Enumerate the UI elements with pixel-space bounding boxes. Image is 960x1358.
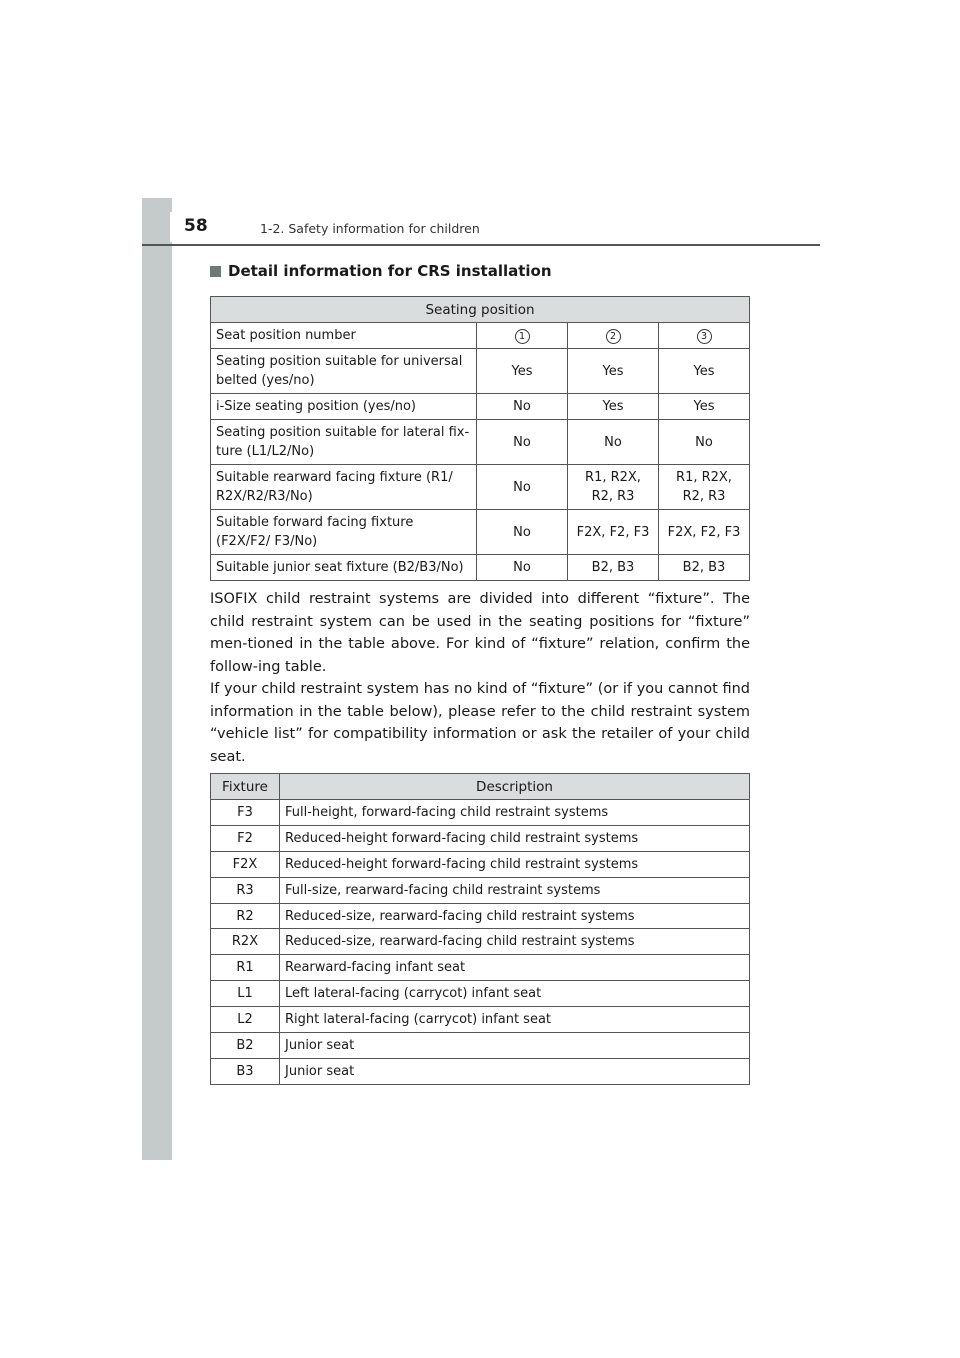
row-label: Suitable junior seat fixture (B2/B3/No) [211, 555, 477, 581]
subheading-text: Detail information for CRS installation [228, 262, 552, 280]
fixture-description: Left lateral-facing (carrycot) infant seat [280, 981, 750, 1007]
fixture-column-header: Fixture [211, 774, 280, 800]
table-row [211, 955, 750, 981]
table-cell: No [568, 420, 659, 465]
fixture-table [210, 773, 750, 1085]
table-cell: Yes [568, 394, 659, 420]
table-row [211, 877, 750, 903]
table-row [211, 825, 750, 851]
table-cell: Yes [659, 394, 750, 420]
row-label: Suitable rearward facing fixture (R1/ R2X/R2/R3/No) [211, 465, 477, 510]
table-row [211, 1058, 750, 1084]
row-label: i-Size seating position (yes/no) [211, 394, 477, 420]
fixture-code: R1 [211, 955, 280, 981]
row-label: Seat position number [211, 323, 477, 349]
page-number: 58 [170, 212, 220, 242]
table-cell: No [477, 555, 568, 581]
paragraph-no-fixture: If your child restraint system has no kind of “fixture” (or if you cannot find information in the table below), please refer to the child restraint system “vehicle list” for compatibility information or ask the retailer of your child seat. [210, 681, 750, 765]
table-cell: Yes [659, 349, 750, 394]
table-row [211, 1033, 750, 1059]
fixture-code: F3 [211, 800, 280, 826]
fixture-description: Reduced-size, rearward-facing child restraint systems [280, 929, 750, 955]
seat-number-cell [659, 323, 750, 349]
table-cell: B2, B3 [659, 555, 750, 581]
row-label: Seating position suitable for lateral fix-ture (L1/L2/No) [211, 420, 477, 465]
table-cell: No [477, 394, 568, 420]
fixture-code: L2 [211, 1007, 280, 1033]
table-row [211, 1007, 750, 1033]
seating-position-header: Seating position [211, 297, 750, 323]
circled-number: 2 [606, 329, 621, 344]
table-cell: No [477, 465, 568, 510]
table-cell: No [659, 420, 750, 465]
table-row [211, 851, 750, 877]
fixture-description: Reduced-height forward-facing child restraint systems [280, 851, 750, 877]
table-cell: Yes [568, 349, 659, 394]
subheading [210, 262, 552, 280]
fixture-description: Right lateral-facing (carrycot) infant seat [280, 1007, 750, 1033]
fixture-code: R2X [211, 929, 280, 955]
circled-number: 3 [697, 329, 712, 344]
fixture-description: Reduced-size, rearward-facing child restraint systems [280, 903, 750, 929]
fixture-code: B3 [211, 1058, 280, 1084]
table-cell: No [477, 420, 568, 465]
fixture-description: Junior seat [280, 1033, 750, 1059]
table-row [211, 465, 750, 510]
paragraph-fixture-intro: ISOFIX child restraint systems are divided into different “fixture”. The child restraint system can be used in the seating positions for “fixture” men-tioned in the table above. For kind of “fixture” relation, confirm the follow-ing table. [210, 591, 750, 675]
circled-number: 1 [515, 329, 530, 344]
section-header: 1-2. Safety information for children [260, 221, 480, 236]
table-row [211, 555, 750, 581]
description-column-header: Description [280, 774, 750, 800]
fixture-description: Full-height, forward-facing child restraint systems [280, 800, 750, 826]
row-label: Suitable forward facing fixture (F2X/F2/ F3/No) [211, 510, 477, 555]
table-row [211, 323, 750, 349]
fixture-code: L1 [211, 981, 280, 1007]
table-cell: No [477, 510, 568, 555]
fixture-description: Junior seat [280, 1058, 750, 1084]
seating-position-table [210, 296, 750, 581]
fixture-code: R2 [211, 903, 280, 929]
table-cell: F2X, F2, F3 [659, 510, 750, 555]
header-rule [142, 244, 820, 246]
table-cell: Yes [477, 349, 568, 394]
table-row [211, 929, 750, 955]
table-row [211, 510, 750, 555]
table-row [211, 800, 750, 826]
row-label: Seating position suitable for universal belted (yes/no) [211, 349, 477, 394]
table-cell: R1, R2X, R2, R3 [568, 465, 659, 510]
table-cell: B2, B3 [568, 555, 659, 581]
side-strip [142, 198, 172, 1160]
table-row [211, 981, 750, 1007]
fixture-description: Full-size, rearward-facing child restraint systems [280, 877, 750, 903]
seat-number-cell [477, 323, 568, 349]
seat-number-cell [568, 323, 659, 349]
table-row [211, 349, 750, 394]
square-bullet-icon [210, 266, 221, 277]
fixture-description: Reduced-height forward-facing child restraint systems [280, 825, 750, 851]
table-row [211, 420, 750, 465]
table-row [211, 394, 750, 420]
fixture-code: F2 [211, 825, 280, 851]
fixture-code: R3 [211, 877, 280, 903]
fixture-code: F2X [211, 851, 280, 877]
fixture-code: B2 [211, 1033, 280, 1059]
table-row [211, 903, 750, 929]
fixture-description: Rearward-facing infant seat [280, 955, 750, 981]
table-cell: R1, R2X, R2, R3 [659, 465, 750, 510]
table-cell: F2X, F2, F3 [568, 510, 659, 555]
